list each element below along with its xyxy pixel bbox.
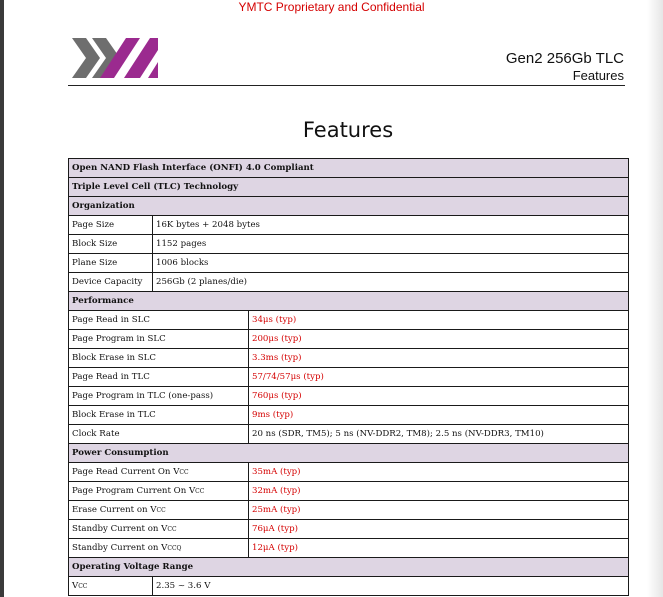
table-row xyxy=(69,216,629,235)
row-label-subscript: CCQ xyxy=(167,545,182,552)
row-value: 34μs (typ) xyxy=(249,311,629,330)
row-value: 9ms (typ) xyxy=(249,406,629,425)
page-edge-left xyxy=(0,0,4,597)
table-row xyxy=(69,425,629,444)
features-table xyxy=(68,158,629,596)
row-label-subscript: CC xyxy=(195,488,205,495)
row-label: Page Size xyxy=(69,216,153,235)
row-label-text: V xyxy=(72,581,79,591)
row-label-subscript: CC xyxy=(179,469,189,476)
row-label: Block Size xyxy=(69,235,153,254)
row-value: 76μA (typ) xyxy=(249,520,629,539)
row-value: 760μs (typ) xyxy=(249,387,629,406)
table-row xyxy=(69,406,629,425)
row-value: 35mA (typ) xyxy=(249,463,629,482)
table-row xyxy=(69,520,629,539)
table-row xyxy=(69,273,629,292)
table-row xyxy=(69,577,629,596)
table-row xyxy=(69,501,629,520)
row-label: Page Program in TLC (one-pass) xyxy=(69,387,249,406)
interface-row-label: Open NAND Flash Interface (ONFI) 4.0 Compliant xyxy=(69,159,629,178)
section-label: Power Consumption xyxy=(69,444,629,463)
row-label: Block Erase in SLC xyxy=(69,349,249,368)
row-label-text: Erase Current on V xyxy=(72,505,157,515)
table-row xyxy=(69,254,629,273)
table-row xyxy=(69,482,629,501)
row-value: 32mA (typ) xyxy=(249,482,629,501)
table-row xyxy=(69,463,629,482)
section-header-voltage xyxy=(69,558,629,577)
section-label: Performance xyxy=(69,292,629,311)
table-row xyxy=(69,330,629,349)
row-value: 200μs (typ) xyxy=(249,330,629,349)
row-value: 20 ns (SDR, TM5); 5 ns (NV-DDR2, TM8); 2.5 ns (NV-DDR3, TM10) xyxy=(249,425,629,444)
row-value: 1152 pages xyxy=(153,235,629,254)
confidential-watermark: YMTC Proprietary and Confidential xyxy=(238,0,425,14)
ymtc-logo-icon xyxy=(70,34,160,82)
row-value: 256Gb (2 planes/die) xyxy=(153,273,629,292)
row-value: 57/74/57μs (typ) xyxy=(249,368,629,387)
row-label: Page Program in SLC xyxy=(69,330,249,349)
row-label: Plane Size xyxy=(69,254,153,273)
row-label: Page Read in SLC xyxy=(69,311,249,330)
row-label xyxy=(69,520,249,539)
table-row xyxy=(69,311,629,330)
row-label xyxy=(69,482,249,501)
row-label xyxy=(69,539,249,558)
row-value: 25mA (typ) xyxy=(249,501,629,520)
row-value: 3.3ms (typ) xyxy=(249,349,629,368)
table-row xyxy=(69,159,629,178)
section-header-power xyxy=(69,444,629,463)
row-label: Block Erase in TLC xyxy=(69,406,249,425)
page-edge-right xyxy=(647,0,663,597)
technology-row-label: Triple Level Cell (TLC) Technology xyxy=(69,178,629,197)
row-label-subscript: CC xyxy=(167,526,177,533)
table-row xyxy=(69,235,629,254)
row-label-text: Standby Current on V xyxy=(72,543,168,553)
header-divider xyxy=(68,85,625,86)
page-title: Features xyxy=(302,118,394,142)
document-subtitle: Features xyxy=(572,68,624,83)
table-row xyxy=(69,349,629,368)
table-row xyxy=(69,178,629,197)
table-row xyxy=(69,368,629,387)
table-row xyxy=(69,387,629,406)
row-value: 12μA (typ) xyxy=(249,539,629,558)
table-row xyxy=(69,539,629,558)
section-header-organization xyxy=(69,197,629,216)
row-label xyxy=(69,501,249,520)
row-label: Device Capacity xyxy=(69,273,153,292)
document-title: Gen2 256Gb TLC xyxy=(505,50,624,67)
section-label: Organization xyxy=(69,197,629,216)
row-value: 2.35 ~ 3.6 V xyxy=(153,577,629,596)
row-label-text: Page Program Current On V xyxy=(72,486,196,496)
row-label: Page Read in TLC xyxy=(69,368,249,387)
row-label xyxy=(69,463,249,482)
row-value: 16K bytes + 2048 bytes xyxy=(153,216,629,235)
row-label-text: Standby Current on V xyxy=(72,524,168,534)
row-value: 1006 blocks xyxy=(153,254,629,273)
row-label-subscript: CC xyxy=(156,507,166,514)
row-label-text: Page Read Current On V xyxy=(72,467,180,477)
section-label: Operating Voltage Range xyxy=(69,558,629,577)
section-header-performance xyxy=(69,292,629,311)
row-label: Clock Rate xyxy=(69,425,249,444)
row-label xyxy=(69,577,153,596)
row-label-subscript: CC xyxy=(78,583,88,590)
